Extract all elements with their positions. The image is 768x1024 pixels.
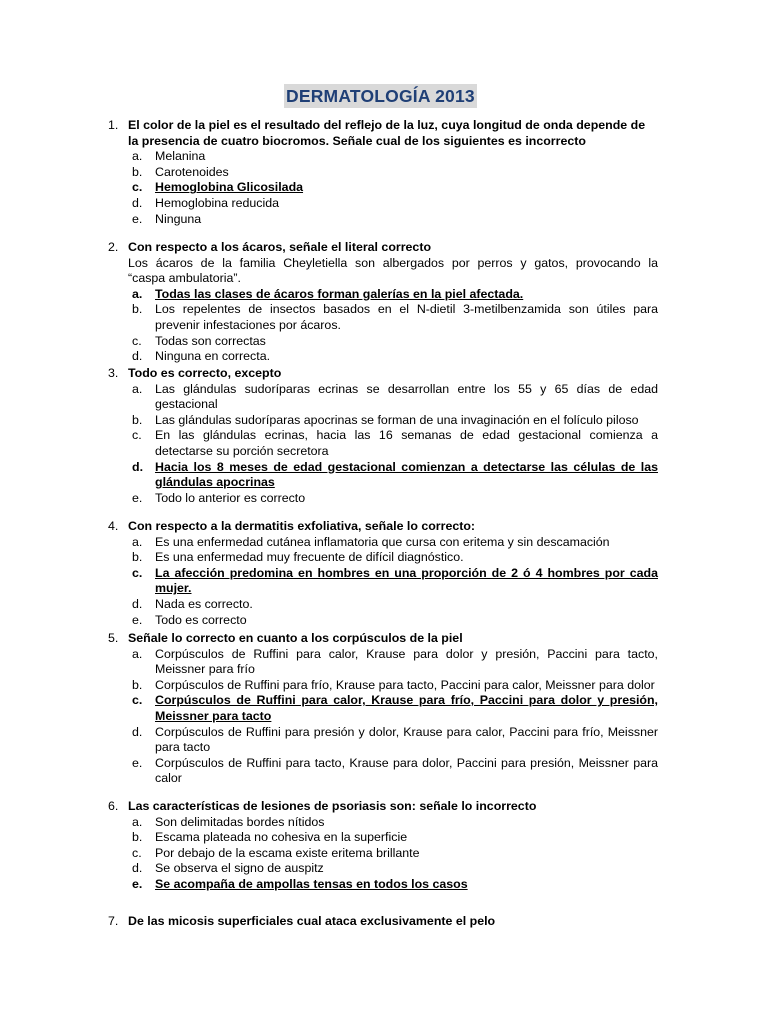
question-number: 2.: [108, 240, 119, 254]
question-note: [0, 256, 768, 287]
option-letter: d.: [132, 195, 143, 210]
option-text: Se acompaña de ampollas tensas en todos los casos: [155, 876, 468, 891]
option-d: [0, 196, 768, 212]
question-text: El color de la piel es el resultado del reflejo de la luz, cuya longitud de onda depende de la presencia de cuatro biocromos. Señale cual de los siguientes es incorrecto: [128, 118, 646, 148]
question-5: [0, 631, 768, 787]
option-e: [0, 613, 768, 629]
option-text: Corpúsculos de Ruffini para calor, Krause para frío, Paccini para dolor y presión, Meissner para tacto: [155, 693, 658, 723]
option-text: Hacia los 8 meses de edad gestacional comienzan a detectarse las células de las glándulas apocrinas: [155, 459, 658, 490]
option-b: [0, 165, 768, 181]
option-b: [0, 830, 768, 846]
option-e: [0, 491, 768, 507]
question-text: Las características de lesiones de psoriasis son: señale lo incorrecto: [128, 799, 537, 813]
question-4: [0, 519, 768, 628]
question-6: [0, 799, 768, 893]
question-2: [0, 240, 768, 365]
option-letter: b.: [132, 412, 143, 427]
question-3: [0, 366, 768, 506]
question-number: 5.: [108, 631, 119, 645]
option-letter: a.: [132, 149, 143, 164]
option-b: [0, 550, 768, 566]
question-text: Con respecto a los ácaros, señale el literal correcto: [128, 240, 432, 254]
option-letter: b.: [132, 677, 143, 692]
option-c-answer: [0, 693, 768, 724]
question-stem: [0, 240, 768, 256]
option-text: Corpúsculos de Ruffini para presión y dolor, Krause para calor, Paccini para frío, Meissner para tacto: [155, 724, 658, 755]
option-text: Hemoglobina reducida: [155, 195, 279, 210]
question-stem: [0, 366, 768, 382]
option-letter: b.: [132, 830, 143, 845]
option-text: Melanina: [155, 149, 206, 164]
option-letter: e.: [132, 612, 143, 627]
question-stem: [0, 118, 768, 149]
option-letter: d.: [132, 724, 143, 739]
option-e: [0, 212, 768, 228]
note-text: Los ácaros de la familia Cheyletiella son albergados por perros y gatos, provocando la: [128, 255, 658, 270]
option-text: Corpúsculos de Ruffini para frío, Krause para tacto, Paccini para calor, Meissner para dolor: [155, 677, 655, 692]
option-list: [0, 535, 768, 629]
option-c: [0, 334, 768, 350]
option-text: Las glándulas sudoríparas ecrinas se desarrollan entre los 55 y 65 días de edad gestacional: [155, 381, 658, 412]
option-text: Carotenoides: [155, 164, 229, 179]
option-list: [0, 815, 768, 893]
option-a: [0, 382, 768, 413]
option-e-answer: [0, 877, 768, 893]
question-number: 4.: [108, 519, 119, 533]
option-letter: a.: [132, 646, 143, 661]
option-text: Todo lo anterior es correcto: [155, 490, 306, 505]
option-letter: e.: [132, 755, 143, 770]
option-letter: e.: [132, 211, 143, 226]
option-list: [0, 149, 768, 227]
option-b: [0, 678, 768, 694]
option-letter: d.: [132, 861, 143, 876]
option-text: La afección predomina en hombres en una proporción de 2 ó 4 hombres por cada mujer.: [155, 565, 658, 596]
option-text: Todas son correctas: [155, 333, 266, 348]
question-text: Señale lo correcto en cuanto a los corpúsculos de la piel: [128, 631, 463, 645]
option-d: [0, 861, 768, 877]
question-number: 7.: [108, 914, 119, 928]
option-c-answer: [0, 180, 768, 196]
option-list: [0, 382, 768, 507]
option-e: [0, 756, 768, 787]
question-text: De las micosis superficiales cual ataca exclusivamente el pelo: [128, 914, 496, 928]
option-letter: e.: [132, 876, 143, 891]
document-title: DERMATOLOGÍA 2013: [286, 86, 475, 106]
option-letter: c.: [132, 333, 142, 348]
option-text: Nada es correcto.: [155, 596, 253, 611]
option-list: [0, 287, 768, 365]
option-d: [0, 597, 768, 613]
option-list: [0, 647, 768, 787]
question-text: Con respecto a la dermatitis exfoliativa, señale lo correcto:: [128, 519, 476, 533]
option-letter: a.: [132, 534, 143, 549]
option-text: Son delimitadas bordes nítidos: [155, 814, 325, 829]
option-text: Ninguna: [155, 211, 202, 226]
option-letter: c.: [132, 845, 142, 860]
option-d-answer: [0, 460, 768, 491]
option-b: [0, 413, 768, 429]
question-7: [0, 914, 768, 930]
option-b: [0, 302, 768, 333]
question-number: 1.: [108, 118, 119, 132]
option-text: Por debajo de la escama existe eritema brillante: [155, 845, 420, 860]
option-c: [0, 846, 768, 862]
option-letter: b.: [132, 302, 143, 317]
option-text: Corpúsculos de Ruffini para tacto, Krause para dolor, Paccini para presión, Meissner para calor: [155, 755, 658, 786]
option-text: Todas las clases de ácaros forman galerías en la piel afectada.: [155, 286, 524, 301]
option-letter: a.: [132, 286, 143, 301]
option-text: Se observa el signo de auspitz: [155, 861, 324, 876]
question-number: 3.: [108, 366, 119, 380]
option-text: En las glándulas ecrinas, hacia las 16 semanas de edad gestacional comienza a detectarse su porción secretora: [155, 428, 658, 458]
option-a: [0, 535, 768, 551]
option-letter: b.: [132, 164, 143, 179]
note-quote: “caspa ambulatoria”.: [128, 271, 241, 286]
option-text: Es una enfermedad cutánea inflamatoria que cursa con eritema y sin descamación: [155, 534, 610, 549]
option-a: [0, 815, 768, 831]
question-stem: [0, 914, 768, 930]
option-letter: a.: [132, 381, 143, 396]
option-text: Ninguna en correcta.: [155, 349, 271, 364]
option-letter: d.: [132, 349, 143, 364]
option-d: [0, 725, 768, 756]
question-1: [0, 118, 768, 227]
option-text: Hemoglobina Glicosilada: [155, 180, 304, 195]
option-text: Corpúsculos de Ruffini para calor, Krause para dolor y presión, Paccini para tacto, Meissner para frío: [155, 646, 658, 677]
option-letter: c.: [132, 428, 142, 443]
option-letter: e.: [132, 490, 143, 505]
option-letter: c.: [132, 180, 143, 195]
option-d: [0, 349, 768, 365]
option-c: [0, 428, 768, 459]
question-stem: [0, 631, 768, 647]
option-text: Todo es correcto: [155, 612, 247, 627]
option-letter: d.: [132, 596, 143, 611]
option-letter: c.: [132, 565, 143, 580]
option-letter: d.: [132, 459, 144, 474]
option-letter: c.: [132, 693, 143, 708]
option-c-answer: [0, 566, 768, 597]
question-number: 6.: [108, 799, 119, 813]
option-a-answer: [0, 287, 768, 303]
question-stem: [0, 519, 768, 535]
option-letter: b.: [132, 550, 143, 565]
option-text: Es una enfermedad muy frecuente de difícil diagnóstico.: [155, 550, 464, 565]
option-text: Escama plateada no cohesiva en la superficie: [155, 830, 408, 845]
option-letter: a.: [132, 814, 143, 829]
option-text: Las glándulas sudoríparas apocrinas se forman de una invaginación en el folículo piloso: [155, 412, 639, 427]
question-text: Todo es correcto, excepto: [128, 366, 282, 380]
option-text: Los repelentes de insectos basados en el N-dietil 3-metilbenzamida son útiles para prevenir infestaciones por ácaros.: [155, 302, 658, 332]
question-stem: [0, 799, 768, 815]
option-a: [0, 149, 768, 165]
option-a: [0, 647, 768, 678]
